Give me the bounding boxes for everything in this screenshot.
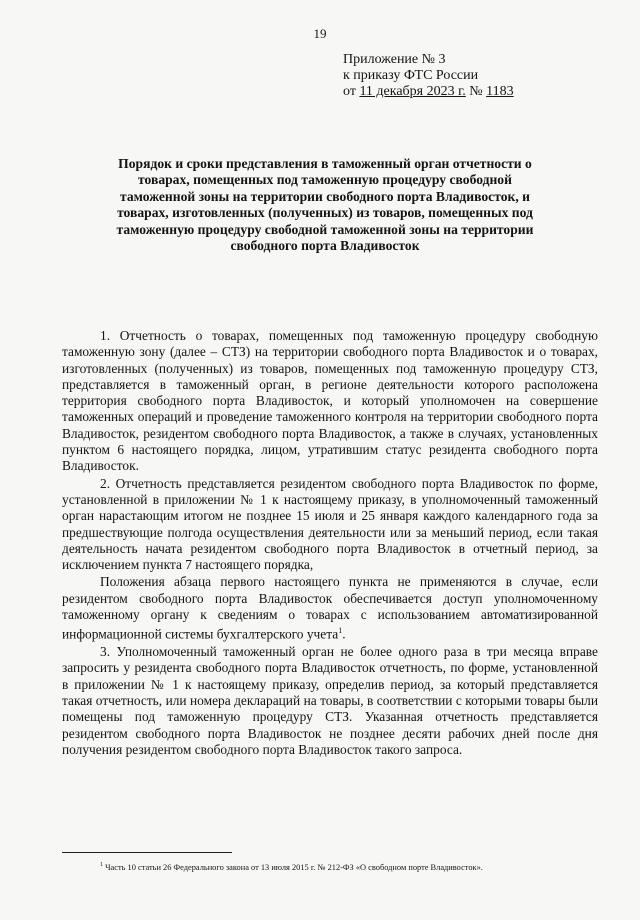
paragraph-3: 3. Уполномоченный таможенный орган не более одного раза в три месяца вправе запросить у резидента свободного порта Владивосток отчетность, по форме, установленной в приложении № 1 к настоящему приказу, определив период, за который представляется такая отчетность, или номера деклараций на товары, в соответствии с которыми товары были помещены под таможенную процедуру СТЗ. Указанная отчетность представляется резидентом свободного порта Владивосток не позднее десяти рабочих дней после дня получения резидентом свободного порта Владивосток такого запроса.: [62, 644, 598, 757]
date-prefix: от: [343, 84, 360, 99]
page-number: 19: [313, 26, 327, 41]
document-title: Порядок и сроки представления в таможенный орган отчетности о товарах, помещенных под таможенную процедуру свободной таможенной зоны на территории свободного порта Владивосток, и товарах, изготовленных (полученных) из товаров, помещенных под таможенную процедуру свободной таможенной зоны на территории свободного порта Владивосток: [116, 156, 534, 254]
order-date: 11 декабря 2023 г.: [359, 84, 466, 99]
footnote-ref: 1: [338, 626, 343, 636]
appendix-date-line: [343, 84, 514, 100]
paragraph-1: 1. Отчетность о товарах, помещенных под таможенную процедуру свободную таможенную зону (далее – СТЗ) на территории свободного порта Владивосток и о товарах, изготовленных (полученных) из товаров, помещенных под таможенную процедуру СТЗ, представляется в таможенный орган, в регионе деятельности которого расположена территория свободного порта Владивосток, и который уполномочен на совершение таможенных операций и проведение таможенного контроля на территории свободного порта Владивосток, резидентом свободного порта Владивосток, а также в случаях, установленных пунктом 6 настоящего порядка, лицом, утратившим статус резидента свободного порта Владивосток.: [62, 328, 598, 474]
paragraph-2-note-text: Положения абзаца первого настоящего пункта не применяются в случае, если резидентом свободного порта Владивосток обеспечивается доступ уполномоченному таможенному органу к сведениям о товарах с использованием автоматизированной информационной системы бухгалтерского учета: [62, 574, 598, 642]
paragraph-2-note: [62, 574, 598, 643]
paragraph-2-note-end: .: [342, 626, 346, 642]
paragraph-2: 2. Отчетность представляется резидентом свободного порта Владивосток по форме, установленной в приложении № 1 к настоящему приказу, в уполномоченный таможенный орган нарастающим итогом не позднее 15 июля и 25 января каждого календарного года за предшествующие полгода осуществления деятельности или за меньший период, если такая деятельность начата резидентом свободного порта Владивосток в отчетный период, за исключением пункта 7 настоящего порядка,: [62, 475, 598, 573]
footnote-text: Часть 10 статьи 26 Федерального закона от 13 июля 2015 г. № 212-ФЗ «О свободном порте Владивосток».: [105, 862, 483, 872]
document-body: [62, 328, 598, 759]
appendix-line-2: к приказу ФТС России: [343, 68, 479, 83]
appendix-header: [343, 52, 514, 100]
appendix-line-1: Приложение № 3: [343, 52, 446, 67]
number-prefix: №: [465, 84, 487, 99]
footnote-divider: [62, 852, 232, 853]
footnote-mark: 1: [100, 862, 103, 868]
footnote: [100, 860, 620, 873]
order-number: 1183: [486, 84, 514, 99]
